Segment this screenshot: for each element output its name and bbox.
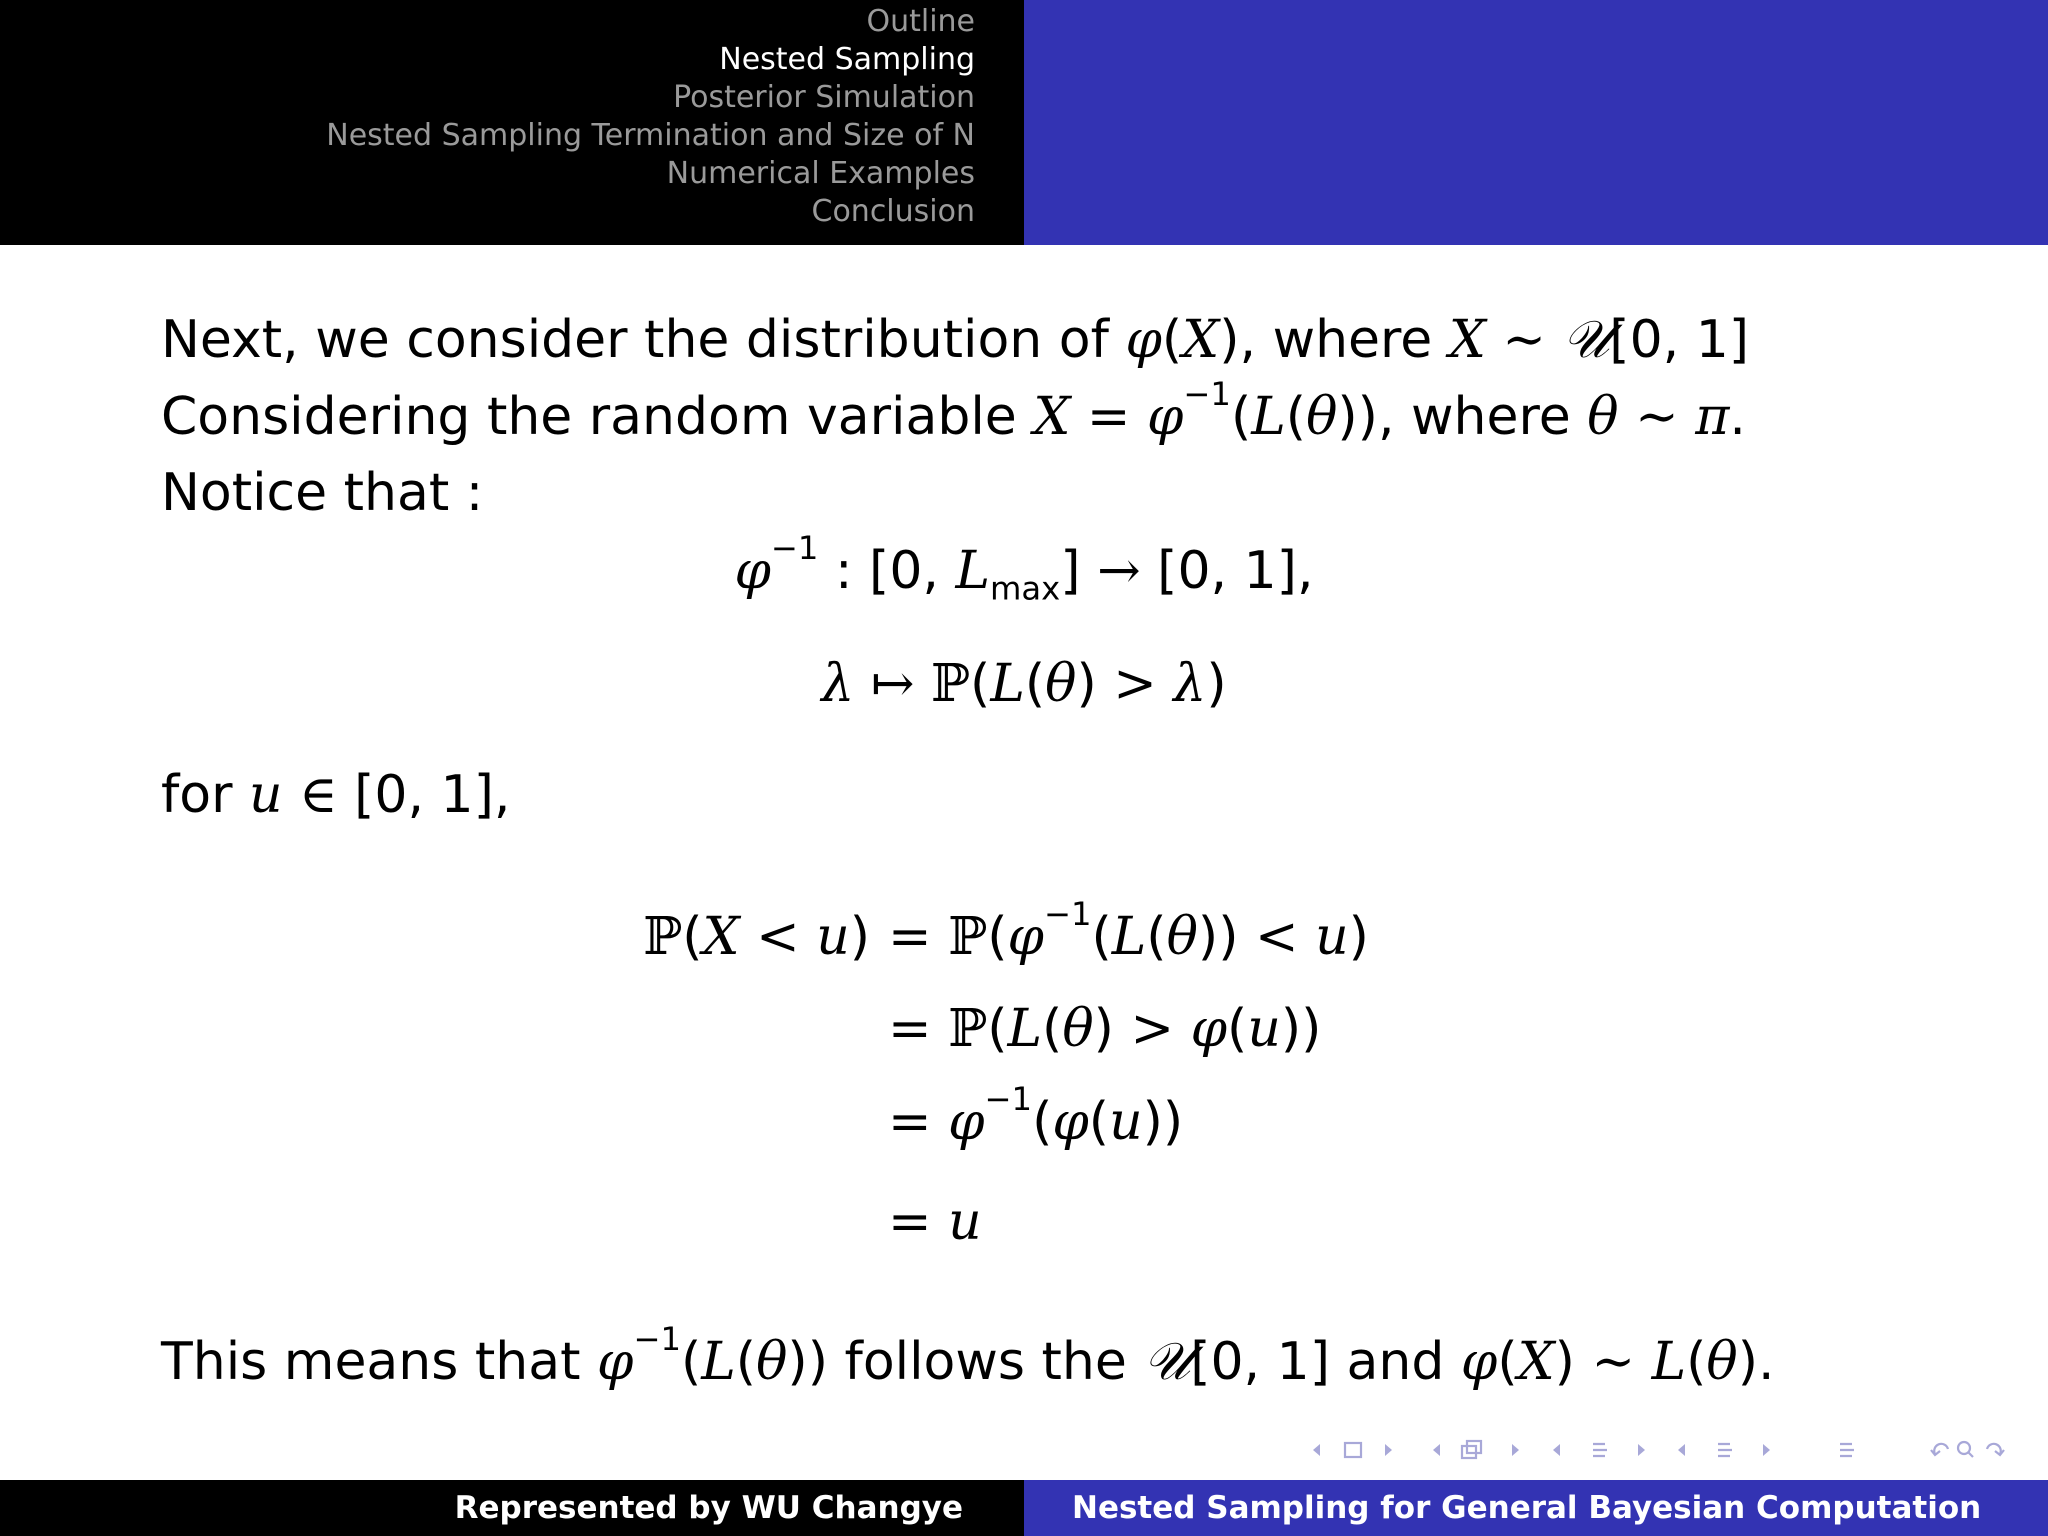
math-phi-inv-l: $\varphi^{-1}(L(\theta))$ [597,1319,828,1392]
redo-icon[interactable] [1987,1444,2004,1455]
line2-text: Considering the random variable [161,387,1017,447]
text-line-1 [161,308,1749,372]
comma: , [1239,310,1257,370]
beamer-navigation-controls [1300,1432,2040,1468]
last-text: This means that [161,1332,581,1392]
footer-left-panel [0,1480,1024,1536]
nav-item-conclusion[interactable]: Conclusion [811,194,975,229]
equation-step-3: = $\varphi^{-1}(\varphi(u))$ [888,1079,1184,1152]
equation-lhs: ℙ(X < u) [643,907,870,967]
equation-step-1: = $ℙ(\varphi^{-1}(L(\theta)) < u)$ [888,894,1369,967]
math-phi-x-sim: φ(X) ∼ L(θ). [1460,1332,1775,1392]
equation-step-4: = u [888,1192,982,1252]
prev-doc-icon[interactable] [1678,1444,1685,1456]
equation-phi-inverse-map: $\varphi^{-1}$ : [0, $L_{max}] \to [0$, 1], [734,528,1314,608]
header-left-panel [0,0,1024,245]
math-x-def: $X = \varphi^{-1}(L(\theta))$ [1033,374,1378,447]
nav-item-posterior-simulation[interactable]: Posterior Simulation [673,80,975,115]
text-line-3 [161,461,483,525]
math-u-in: u ∈ [0, 1], [249,765,511,825]
footer-author: Represented by WU Changye [454,1490,963,1526]
equation-step-2: = ℙ(L(θ) > φ(u)) [888,999,1322,1059]
math-uniform: 𝒰[0, 1] [1143,1332,1330,1392]
nav-item-outline[interactable]: Outline [866,4,975,39]
prev-frame-icon[interactable] [1313,1444,1320,1456]
last-follows: follows the [844,1332,1127,1392]
footer-right-panel [1024,1480,2048,1536]
doc-icon[interactable] [1718,1444,1732,1456]
header-right-panel [1024,0,2048,245]
nav-item-termination[interactable]: Nested Sampling Termination and Size of N [326,118,975,153]
section-navigation [326,3,975,231]
next-doc-icon[interactable] [1763,1444,1770,1456]
for-text: for [161,765,233,825]
math-theta-pi: θ ∼ π. [1587,387,1746,447]
next-subsection-icon[interactable] [1512,1444,1519,1456]
text-line-2 [161,374,1746,449]
controls-svg [1300,1432,2040,1468]
nav-item-numerical-examples[interactable]: Numerical Examples [666,156,975,191]
prev-section-icon[interactable] [1553,1444,1560,1456]
next-section-icon[interactable] [1638,1444,1645,1456]
undo-icon[interactable] [1931,1444,1948,1455]
last-and: and [1346,1332,1445,1392]
text-line-for [161,763,510,827]
prev-subsection-icon[interactable] [1433,1444,1440,1456]
line1-where: where [1272,310,1433,370]
slide-header [0,0,2048,245]
frame-icon[interactable] [1345,1443,1361,1457]
subsection-icon[interactable] [1462,1441,1481,1458]
nav-item-nested-sampling[interactable]: Nested Sampling [719,42,975,77]
math-phi-x: φ(X) [1125,310,1240,370]
math-x-uniform: X ∼ 𝒰[0, 1] [1448,310,1750,370]
toc-icon[interactable] [1840,1444,1854,1456]
search-icon[interactable] [1958,1442,1973,1457]
comma: , [1377,387,1395,447]
text-line-conclusion [161,1319,1775,1394]
line3-text: Notice that : [161,463,484,523]
line2-where: where [1411,387,1571,447]
line1-text: Next, we consider the distribution of [161,310,1109,370]
equation-lambda-map: λ ↦ ℙ(L(θ) > λ) [821,654,1227,714]
section-icon[interactable] [1593,1444,1607,1456]
next-frame-icon[interactable] [1385,1444,1392,1456]
footer-title: Nested Sampling for General Bayesian Computation [1072,1490,1982,1526]
